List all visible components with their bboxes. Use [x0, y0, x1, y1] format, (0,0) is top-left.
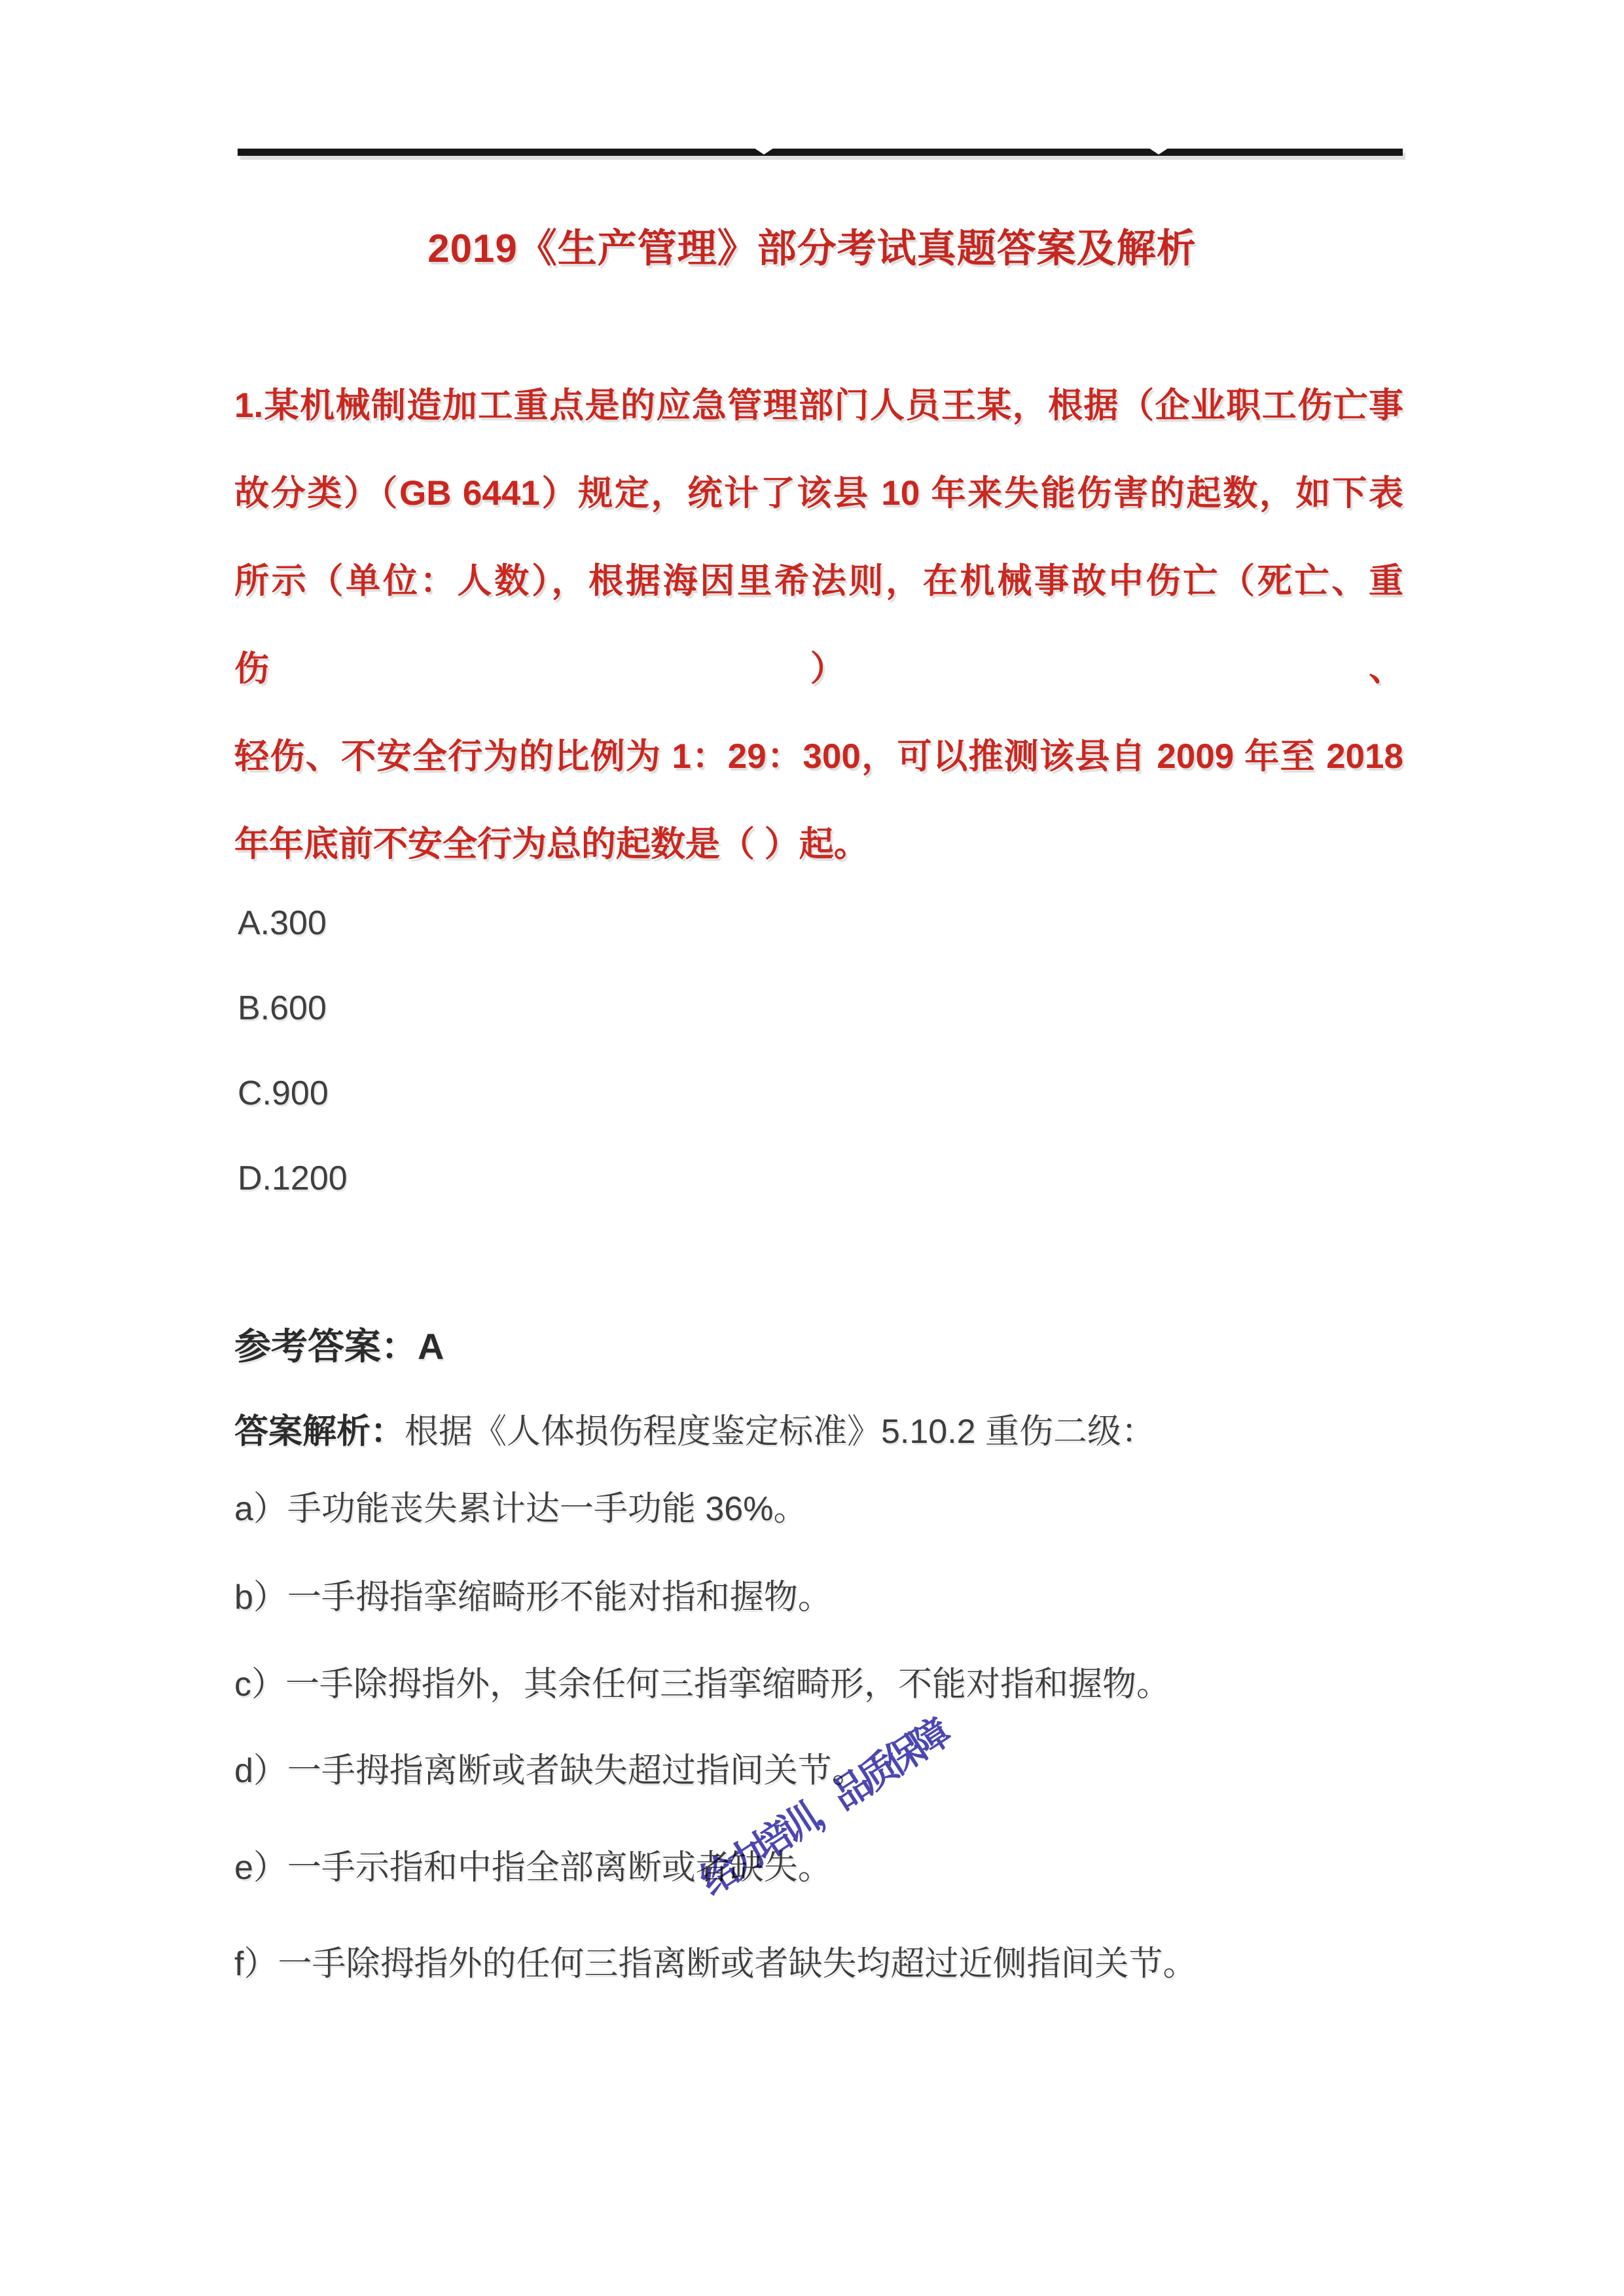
question-line: 1.某机械制造加工重点是的应急管理部门人员王某，根据（企业职工伤亡事 [234, 386, 1403, 425]
answer-line [234, 1326, 444, 1368]
answer-value: A [418, 1326, 444, 1367]
question-line: 所示（单位：人数），根据海因里希法则，在机械事故中伤亡（死亡、重伤）、 [234, 562, 1403, 688]
analysis-item: a）手功能丧失累计达一手功能 36%。 [234, 1490, 808, 1528]
question-line: 年年底前不安全行为总的起数是（ ）起。 [234, 825, 869, 864]
analysis-item: f）一手除拇指外的任何三指离断或者缺失均超过近侧指间关节。 [234, 1945, 1197, 1983]
question-line: 轻伤、不安全行为的比例为 1：29：300，可以推测该县自 2009 年至 2018 [234, 737, 1403, 776]
options-list [238, 881, 348, 1221]
option-d: D.1200 [238, 1159, 348, 1197]
watermark: 给力培训，品质保障 [693, 1713, 953, 1904]
analysis-item: e）一手示指和中指全部离断或者缺失。 [234, 1849, 832, 1887]
option-b: B.600 [238, 989, 327, 1027]
page-title: 2019《生产管理》部分考试真题答案及解析 [427, 227, 1197, 270]
question-line: 故分类）（GB 6441）规定，统计了该县 10 年来失能伤害的起数，如下表 [234, 474, 1403, 513]
question-text [234, 362, 1403, 888]
analysis-line [234, 1411, 1155, 1453]
rule-notch-left [754, 148, 774, 155]
option-a: A.300 [238, 904, 327, 942]
analysis-intro: 根据《人体损伤程度鉴定标准》5.10.2 重伤二级： [405, 1413, 1156, 1451]
analysis-item: b）一手拇指挛缩畸形不能对指和握物。 [234, 1578, 832, 1616]
answer-label: 参考答案： [234, 1326, 418, 1367]
rule-notch-right [1149, 148, 1168, 155]
analysis-label: 答案解析： [234, 1413, 405, 1451]
analysis-item: d）一手拇指离断或者缺失超过指间关节。 [234, 1752, 866, 1790]
header-rule [238, 149, 1403, 156]
analysis-item: c）一手除拇指外，其余任何三指挛缩畸形，不能对指和握物。 [234, 1666, 1171, 1704]
option-c: C.900 [238, 1074, 329, 1112]
